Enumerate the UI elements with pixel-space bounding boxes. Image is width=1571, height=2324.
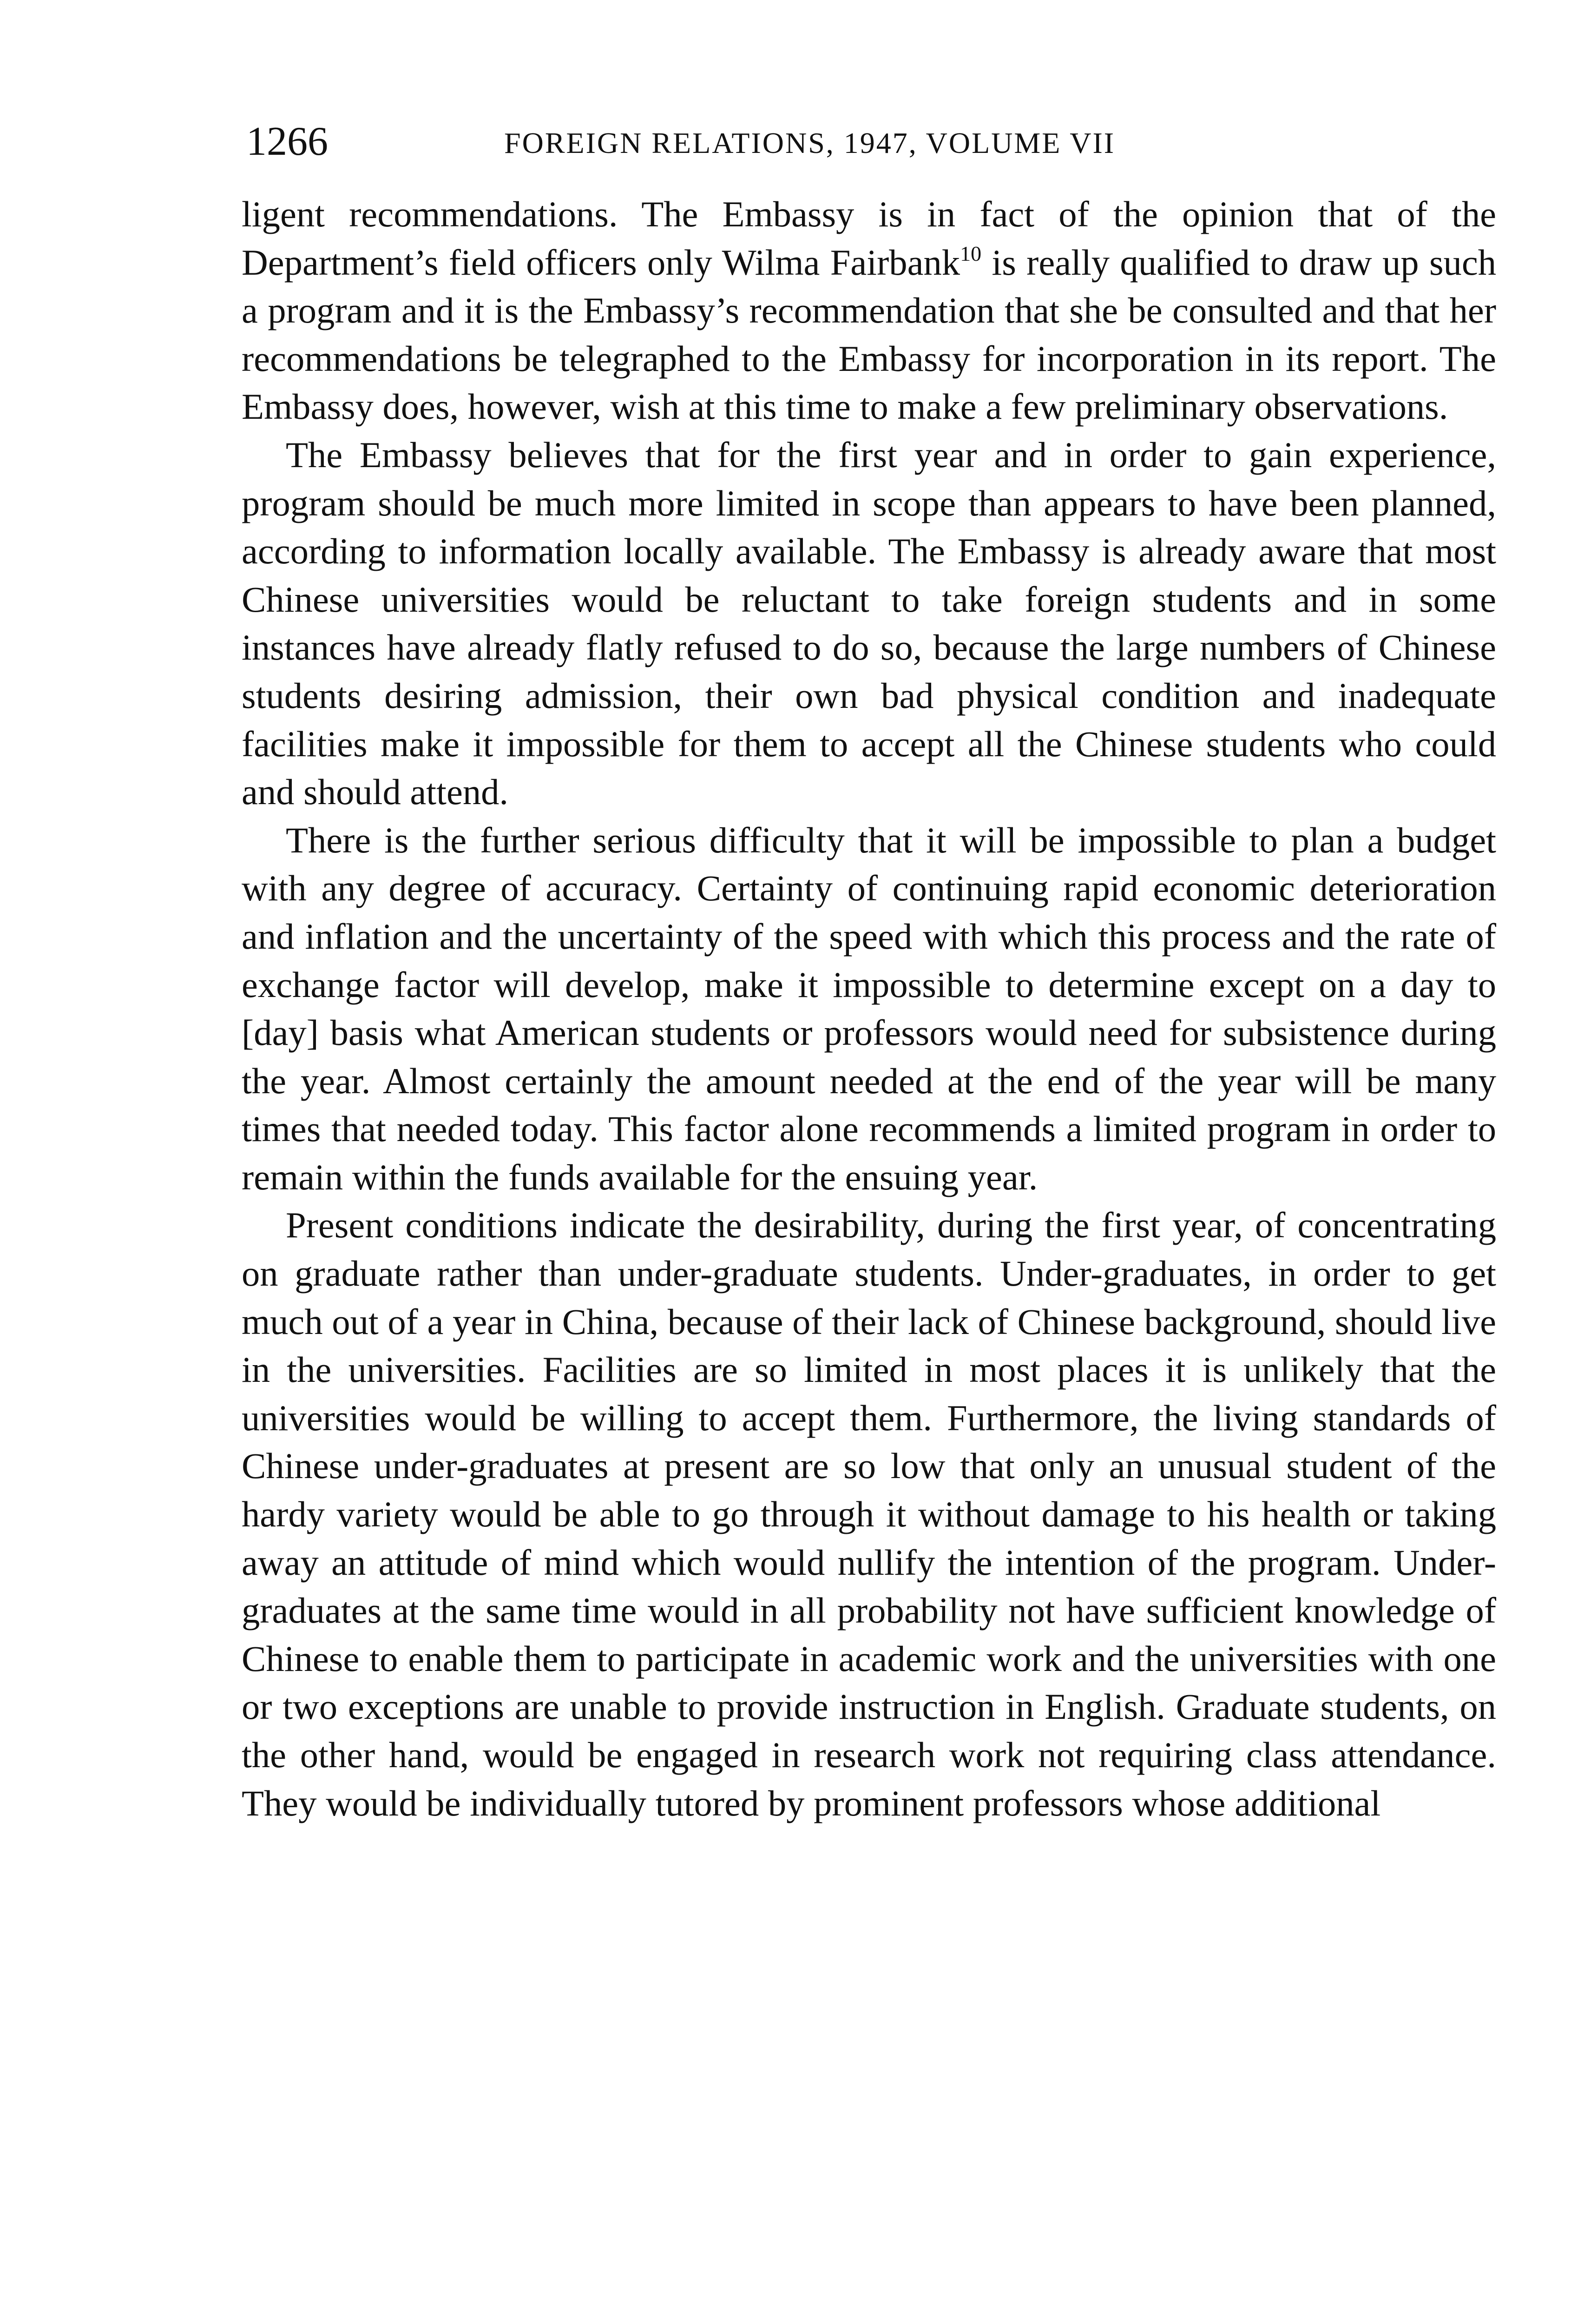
paragraph-3: There is the further serious difficulty that it will be impossible to plan a budget with any degree of accuracy. Certainty of continuing rapid economic deterioration and inflation and the uncertainty of the speed with which this process and the rate of exchange factor will develop, make it impossible to determine except on a day to [day] basis what American students or professors would need for subsistence during the year. Almost certainly the amount needed at the end of the year will be many times that needed today. This factor alone recommends a limited program in order to remain within the funds available for the ensuing year. <box>242 820 1496 1198</box>
running-title: FOREIGN RELATIONS, 1947, VOLUME VII <box>504 126 1116 159</box>
paragraph-1-text: ligent recommendations. The Embassy is in fact of the opinion that of the Department’s field officers only Wilma Fairbank <box>242 194 1496 283</box>
paragraph-1 <box>242 191 1496 431</box>
running-head <box>246 116 1492 167</box>
paragraph-4: Present conditions indicate the desirability, during the first year, of concentrating on graduate rather than under-graduate students. Under-graduates, in order to get much out of a year in China, because of their lack of Chinese background, should live in the universities. Facilities are so limited in most places it is unlikely that the universities would be willing to accept them. Furthermore, the living standards of Chinese under-graduates at present are so low that only an unusual student of the hardy variety would be able to go through it without damage to his health or taking away an attitude of mind which would nullify the intention of the program. Under-graduates at the same time would in all probability not have sufficient knowledge of Chinese to enable them to participate in academic work and the universities with one or two exceptions are unable to provide instruction in English. Graduate students, on the other hand, would be engaged in research work not requiring class attendance. They would be individually tutored by prominent professors whose additional <box>242 1205 1496 1824</box>
paragraph-2: The Embassy believes that for the first year and in order to gain experience, program should be much more limited in scope than appears to have been planned, according to information locally available. The Embassy is already aware that most Chinese universities would be reluctant to take foreign students and in some instances have already flatly refused to do so, because the large numbers of Chinese students desiring admission, their own bad physical condition and inadequate facilities make it impossible for them to accept all the Chinese students who could and should attend. <box>242 435 1496 813</box>
body-text <box>242 191 1496 1828</box>
footnote-reference: 10 <box>960 241 982 265</box>
paragraph-1-text-continued: is really qualified to draw up such a program and it is the Embassy’s recommendation that she be consulted and that her recommendations be telegraphed to the Embassy for incorporation in its report. The Embassy does, however, wish at this time to make a few preliminary observations. <box>242 242 1497 428</box>
page-number: 1266 <box>246 119 328 164</box>
